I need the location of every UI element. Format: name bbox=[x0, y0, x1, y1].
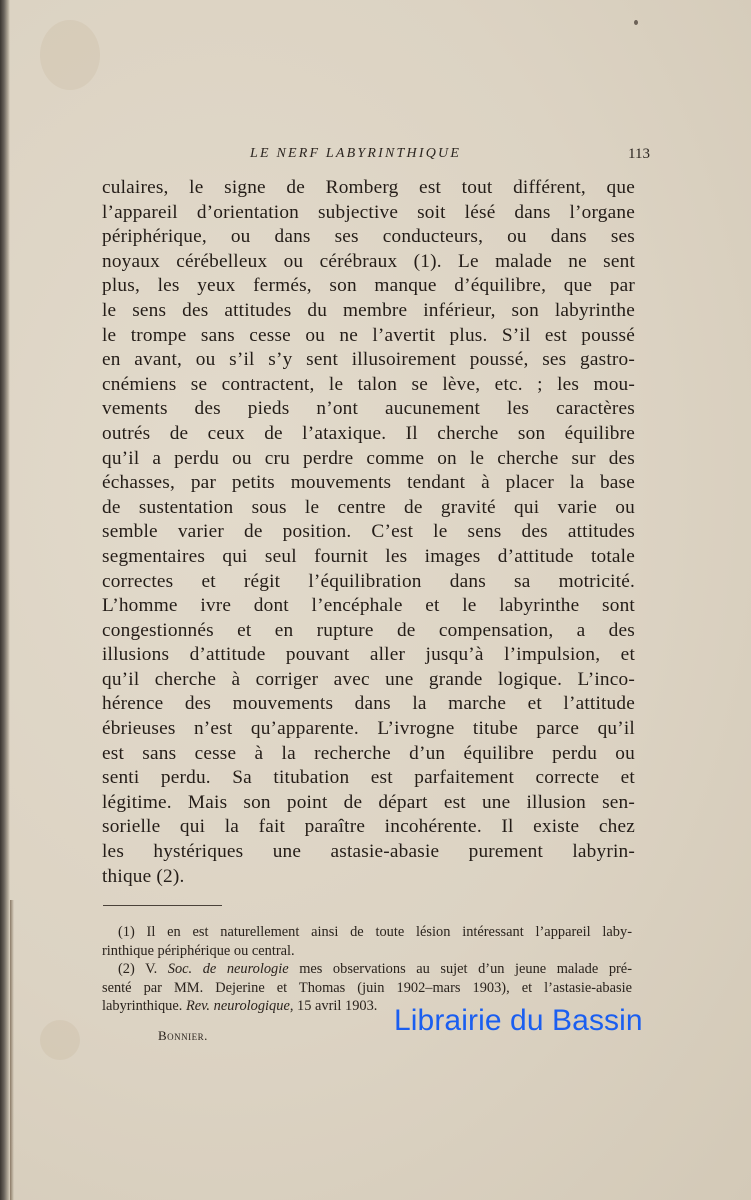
text-line: L’homme ivre dont l’encéphale et le labyrinthe sont bbox=[102, 595, 635, 617]
footnote-2-journal: Soc. de neurologie bbox=[167, 961, 289, 977]
paper-stain bbox=[40, 20, 100, 90]
text-line: le sens des attitudes du membre inférieur, son labyrinthe bbox=[102, 299, 635, 321]
footnote-2-date: , 15 avril 1903. bbox=[289, 998, 378, 1014]
text-line: culaires, le signe de Romberg est tout différent, que bbox=[102, 177, 635, 198]
text-line: illusions d’attitude pouvant aller jusqu’à l’impulsion, et bbox=[102, 644, 635, 666]
text-line: est sans cesse à la recherche d’un équilibre perdu ou bbox=[102, 742, 635, 764]
text-line: sorielle qui la fait paraître incohérente. Il existe chez bbox=[102, 816, 635, 838]
text-line: noyaux cérébelleux ou cérébraux (1). Le malade ne sent bbox=[102, 250, 635, 272]
text-line: cnémiens se contractent, le talon se lève, etc. ; les mou- bbox=[102, 373, 635, 395]
page-number: 113 bbox=[628, 146, 650, 162]
text-line: segmentaires qui seul fournit les images d’attitude totale bbox=[102, 545, 635, 567]
text-line: en avant, ou s’il s’y sent illusoirement poussé, ses gastro- bbox=[102, 349, 635, 371]
text-line: l’appareil d’orientation subjective soit lésé dans l’organe bbox=[102, 201, 635, 223]
text-line: échasses, par petits mouvements tendant à placer la base bbox=[102, 472, 635, 494]
text-line: plus, les yeux fermés, son manque d’équilibre, que par bbox=[102, 275, 635, 297]
text-line: qu’il cherche à corriger avec une grande logique. L’inco- bbox=[102, 668, 635, 690]
paper-stain bbox=[40, 1020, 80, 1060]
footnote-2-prefix: (2) V. bbox=[118, 961, 168, 977]
text-line: semble varier de position. C’est le sens des attitudes bbox=[102, 521, 635, 543]
text-line: les hystériques une astasie-abasie purement labyrin- bbox=[102, 841, 635, 863]
text-line: thique (2). bbox=[102, 865, 185, 887]
footnote-1-line: (1) Il en est naturellement ainsi de toute lésion intéressant l’appareil laby- bbox=[118, 924, 632, 940]
text-line: congestionnés et en rupture de compensation, a des bbox=[102, 619, 635, 641]
page-header bbox=[250, 146, 650, 166]
text-line: correctes et régit l’équilibration dans sa motricité. bbox=[102, 570, 635, 592]
bookseller-watermark: Librairie du Bassin bbox=[394, 1004, 643, 1037]
footnote-2-line: senté par MM. Dejerine et Thomas (juin 1902–mars 1903), et l’astasie-abasie bbox=[102, 979, 632, 996]
text-line: de sustentation sous le centre de gravité qui varie ou bbox=[102, 496, 635, 518]
text-line: qu’il a perdu ou cru perdre comme on le cherche sur des bbox=[102, 447, 635, 469]
text-line: ébrieuses n’est qu’apparente. L’ivrogne titube parce qu’il bbox=[102, 718, 635, 740]
book-spine-edge bbox=[0, 0, 10, 1200]
page-fold-shadow bbox=[10, 900, 14, 1200]
footnote-2-journal: Rev. neurologique bbox=[185, 998, 290, 1014]
footnote-2-text: mes observations au sujet d’un jeune malade pré- bbox=[288, 961, 632, 977]
text-line: périphérique, ou dans ses conducteurs, ou dans ses bbox=[102, 226, 635, 248]
text-line: le trompe sans cesse ou ne l’avertit plus. S’il est poussé bbox=[102, 324, 635, 346]
text-line: senti perdu. Sa titubation est parfaitement correcte et bbox=[102, 767, 635, 789]
footnote-1-line: rinthique périphérique ou central. bbox=[102, 942, 295, 959]
printer-signature: Bonnier. bbox=[158, 1028, 208, 1043]
paper-speck bbox=[634, 20, 638, 25]
text-line: vements des pieds n’ont aucunement les caractères bbox=[102, 398, 635, 420]
footnote-separator bbox=[103, 905, 222, 906]
footnote-2-line bbox=[102, 960, 632, 979]
footnote-2-prefix: labyrinthique. bbox=[102, 998, 186, 1014]
text-line: légitime. Mais son point de départ est une illusion sen- bbox=[102, 791, 635, 813]
text-line: outrés de ceux de l’ataxique. Il cherche son équilibre bbox=[102, 422, 635, 444]
text-line: hérence des mouvements dans la marche et l’attitude bbox=[102, 693, 635, 715]
running-title: LE NERF LABYRINTHIQUE bbox=[250, 146, 462, 161]
body-paragraph bbox=[102, 176, 635, 889]
footnotes bbox=[102, 923, 632, 1016]
